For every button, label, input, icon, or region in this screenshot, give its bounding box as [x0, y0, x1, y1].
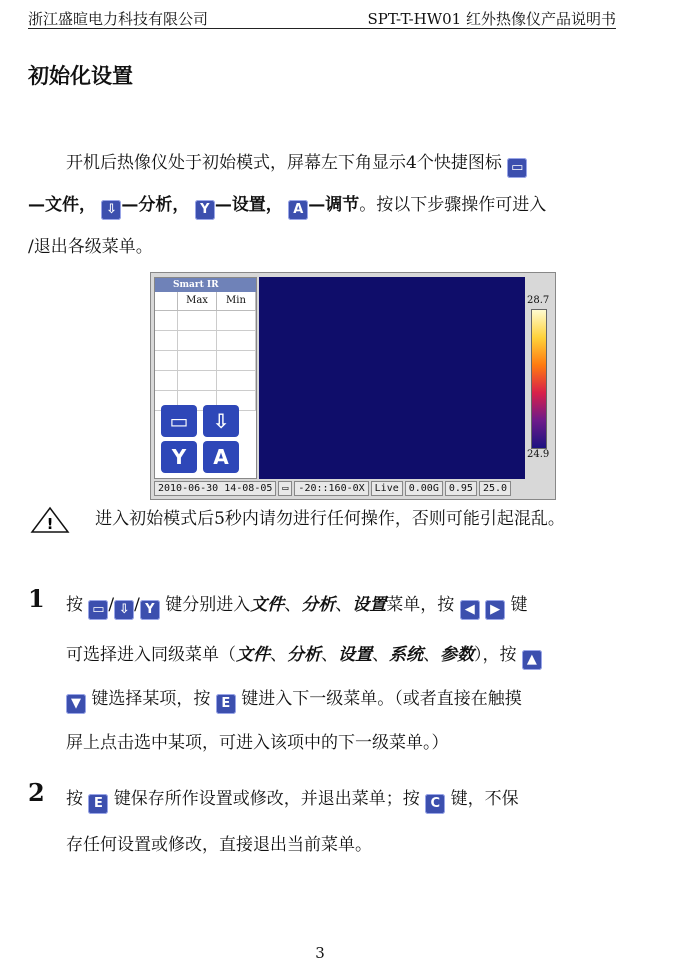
- datetime: 2010-06-30 14-08-05: [154, 481, 276, 496]
- battery-icon: ▭: [278, 481, 292, 496]
- thermal-image: [259, 277, 525, 479]
- table-row: [155, 371, 256, 391]
- company-name: 浙江盛暄电力科技有限公司: [28, 10, 209, 28]
- step1-line2: 可选择进入同级菜单（文件、分析、设置、系统、参数），按 ▲: [66, 640, 542, 670]
- mode: Live: [371, 481, 403, 496]
- step1-line3: ▼ 键选择某项，按 E 键进入下一级菜单。（或者直接在触摸: [66, 684, 522, 714]
- page-header: [28, 6, 616, 29]
- wrench-icon: Y: [195, 200, 215, 220]
- step-number-1: 1: [28, 584, 45, 613]
- right-arrow-icon: ▶: [485, 600, 505, 620]
- folder-icon: ▭: [88, 600, 108, 620]
- down-arrow-icon: ▼: [66, 694, 86, 714]
- enter-key-icon: E: [216, 694, 236, 714]
- storage: 0.00G: [405, 481, 443, 496]
- step2-line2: 存任何设置或修改，直接退出当前菜单。: [66, 835, 372, 855]
- wrench-icon[interactable]: Y: [161, 441, 197, 473]
- folder-icon: ▭: [507, 158, 527, 178]
- intro-line-1: 开机后热像仪处于初始模式，屏幕左下角显示4个快捷图标 ▭: [66, 148, 527, 178]
- color-scale-bar: [531, 309, 547, 449]
- step2-line1: 按 E 键保存所作设置或修改，并退出菜单；按 C 键，不保: [66, 784, 519, 814]
- warning-text: 进入初始模式后5秒内请勿进行任何操作，否则可能引起混乱。: [95, 509, 565, 529]
- step1-line4: 屏上点击选中某项，可进入该项中的下一级菜单。）: [66, 733, 449, 753]
- range: -20::160-0X: [294, 481, 368, 496]
- scale-min: 24.9: [527, 449, 550, 460]
- col-min: Min: [217, 292, 256, 310]
- col-max: Max: [178, 292, 217, 310]
- page-number: 3: [315, 944, 325, 962]
- wrench-icon: Y: [140, 600, 160, 620]
- step1-line1: 按 ▭ / ⇩ / Y 键分别进入文件、分析、设置菜单，按 ◀ ▶ 键: [66, 590, 528, 620]
- warning-icon: [30, 506, 70, 534]
- emissivity: 0.95: [445, 481, 477, 496]
- ambient-temp: 25.0: [479, 481, 511, 496]
- intro-line-3: /退出各级菜单。: [28, 237, 153, 257]
- probe-icon: ⇩: [101, 200, 121, 220]
- probe-icon[interactable]: ⇩: [203, 405, 239, 437]
- status-bar: [154, 481, 552, 496]
- enter-key-icon: E: [88, 794, 108, 814]
- scale-max: 28.7: [527, 295, 550, 306]
- a-icon[interactable]: A: [203, 441, 239, 473]
- table-row: [155, 351, 256, 371]
- step-number-2: 2: [28, 778, 45, 807]
- folder-icon[interactable]: ▭: [161, 405, 197, 437]
- section-title: 初始化设置: [28, 64, 133, 88]
- intro-line-2: —文件， ⇩ —分析， Y —设置， A —调节。按以下步骤操作可进入: [28, 190, 546, 220]
- warning-note: [30, 504, 565, 534]
- panel-title: Smart IR: [155, 278, 256, 292]
- table-row: [155, 311, 256, 331]
- svg-text:!: !: [46, 514, 54, 533]
- left-arrow-icon: ◀: [460, 600, 480, 620]
- up-arrow-icon: ▲: [522, 650, 542, 670]
- doc-title: SPT-T-HW01 红外热像仪产品说明书: [367, 10, 616, 28]
- shortcut-buttons: [161, 405, 241, 473]
- table-row: [155, 331, 256, 351]
- cancel-key-icon: C: [425, 794, 445, 814]
- a-icon: A: [288, 200, 308, 220]
- probe-icon: ⇩: [114, 600, 134, 620]
- device-screenshot: [150, 272, 556, 500]
